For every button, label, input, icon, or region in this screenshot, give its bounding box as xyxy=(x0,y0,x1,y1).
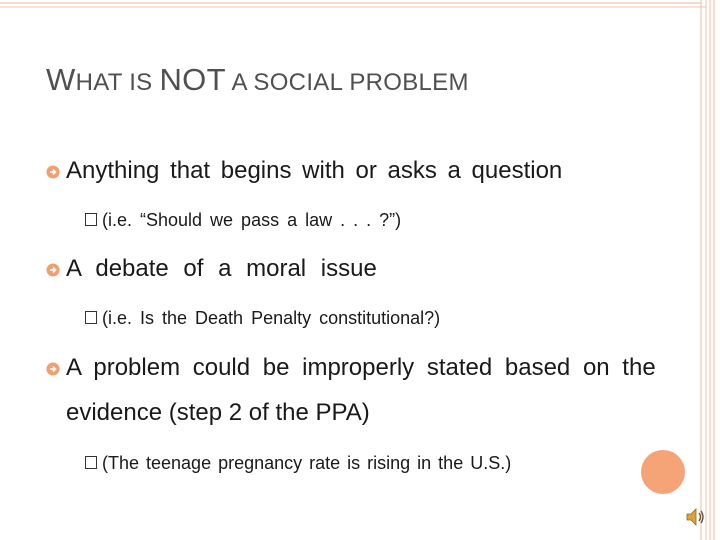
title-part: HAT IS xyxy=(75,69,160,96)
bullet-level1-continuation: evidence (step 2 of the PPA) xyxy=(66,399,370,426)
title-part: NOT xyxy=(159,62,226,97)
square-box-icon xyxy=(85,456,97,469)
bullet-level1: A debate of a moral issue xyxy=(66,255,377,282)
orange-circle-arrow-icon xyxy=(46,362,60,376)
title-part: W xyxy=(46,62,76,97)
orange-circle-arrow-icon xyxy=(46,263,60,277)
square-box-icon xyxy=(85,311,97,324)
bullet-level2: (The teenage pregnancy rate is rising in the U.S.) xyxy=(102,453,512,473)
speaker-icon[interactable] xyxy=(685,506,707,528)
bullet-level2: (i.e. “Should we pass a law . . . ?”) xyxy=(102,210,402,230)
decorative-orange-circle xyxy=(641,450,685,494)
bullet-level1: Anything that begins with or asks a question xyxy=(66,157,563,184)
orange-circle-arrow-icon xyxy=(46,165,60,179)
slide-title xyxy=(46,62,469,98)
bullet-level2: (i.e. Is the Death Penalty constitutional?) xyxy=(102,308,441,328)
title-part: A SOCIAL PROBLEM xyxy=(225,69,469,96)
square-box-icon xyxy=(85,213,97,226)
bullet-level1: A problem could be improperly stated based on the xyxy=(66,354,656,381)
